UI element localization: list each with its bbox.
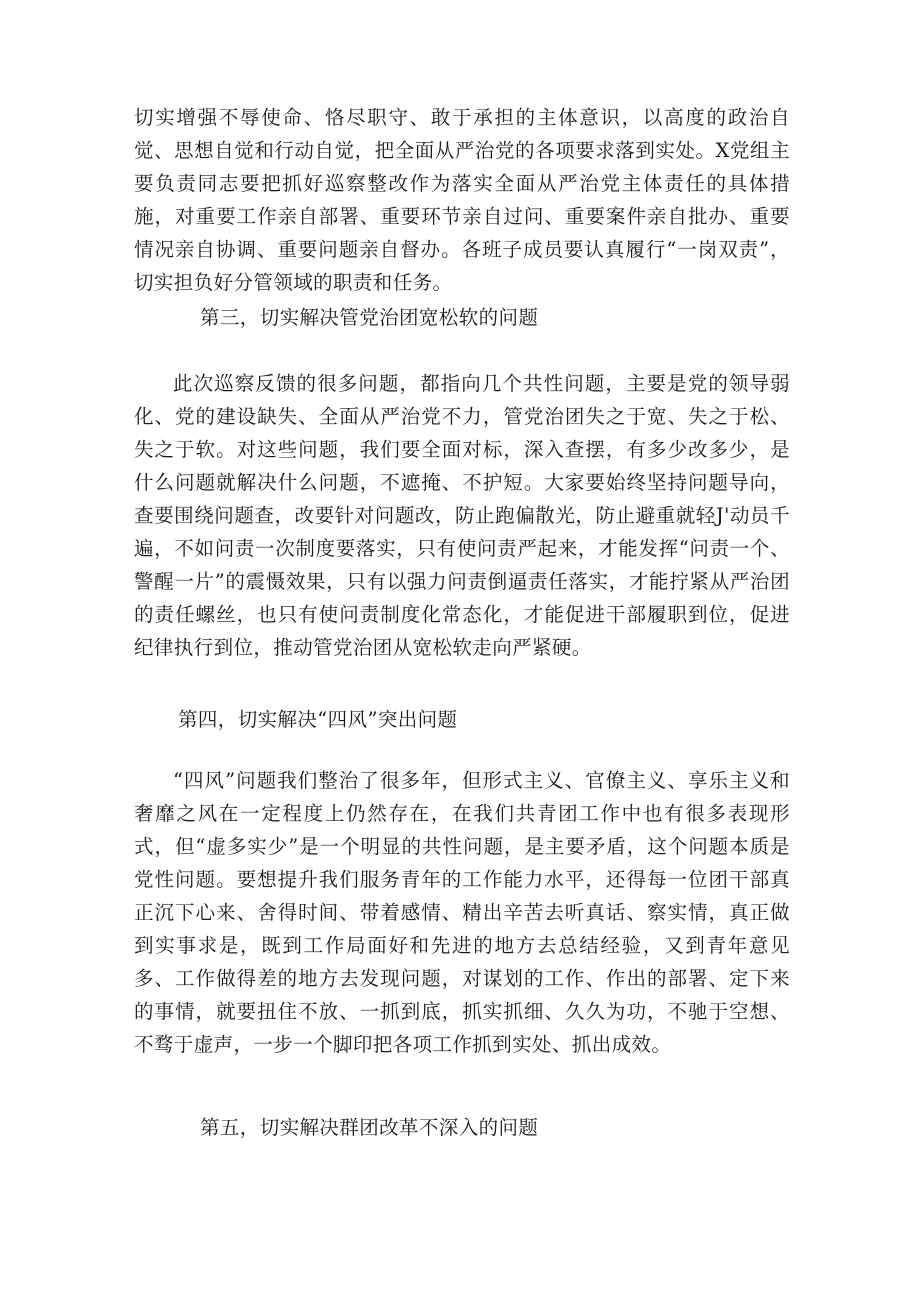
- heading-section-three: 第三，切实解决管党治团宽松软的问题: [200, 306, 539, 329]
- paragraph-section-three: 此次巡察反馈的很多问题，都指向几个共性问题，主要是党的领导弱化、党的建设缺失、全面从严治党不力，管党治团失之于宽、失之于松、失之于软。对这些问题，我们要全面对标，深入查摆，有多少改多少，是什么问题就解决什么问题，不遮掩、不护短。大家要始终坚持问题导向，查要围绕问题查，改要针对问题改，防止跑偏散光，防止避重就轻J'动员千遍，不如问责一次制度要落实，只有使问责严起来，才能发挥“问责一个、警醒一片”的震慑效果，只有以强力问责倒逼责任落实，才能拧紧从严治团的责任螺丝，也只有使问责制度化常态化，才能促进干部履职到位，促进纪律执行到位，推动管党治团从宽松软走向严紧硬。: [134, 372, 790, 659]
- heading-section-four: 第四，切实解决“四风”突出问题: [178, 708, 458, 731]
- paragraph-section-four: “四风”问题我们整治了很多年，但形式主义、官僚主义、享乐主义和奢靡之风在一定程度上仍然存在，在我们共青团工作中也有很多表现形式，但“虚多实少”是一个明显的共性问题，是主要矛盾，这个问题本质是党性问题。要想提升我们服务青年的工作能力水平，还得每一位团干部真正沉下心来、舍得时间、带着感情、精出辛苦去听真话、察实情，真正做到实事求是，既到工作局面好和先进的地方去总结经验，又到青年意见多、工作做得差的地方去发现问题，对谋划的工作、作出的部署、定下来的事情，就要扭住不放、一抓到底，抓实抓细、久久为功，不驰于空想、不骛于虚声，一步一个脚印把各项工作抓到实处、抓出成效。: [134, 769, 790, 1056]
- paragraph-responsibility: 切实增强不辱使命、恪尽职守、敢于承担的主体意识，以高度的政治自觉、思想自觉和行动自觉，把全面从严治党的各项要求落到实处。X党组主要负责同志要把抓好巡察整改作为落实全面从严治党主体责任的具体措施，对重要工作亲自部署、重要环节亲自过问、重要案件亲自批办、重要情况亲自协调、重要问题亲自督办。各班子成员要认真履行“一岗双责”，切实担负好分管领域的职责和任务。: [134, 106, 790, 294]
- heading-section-five: 第五，切实解决群团改革不深入的问题: [200, 1116, 539, 1139]
